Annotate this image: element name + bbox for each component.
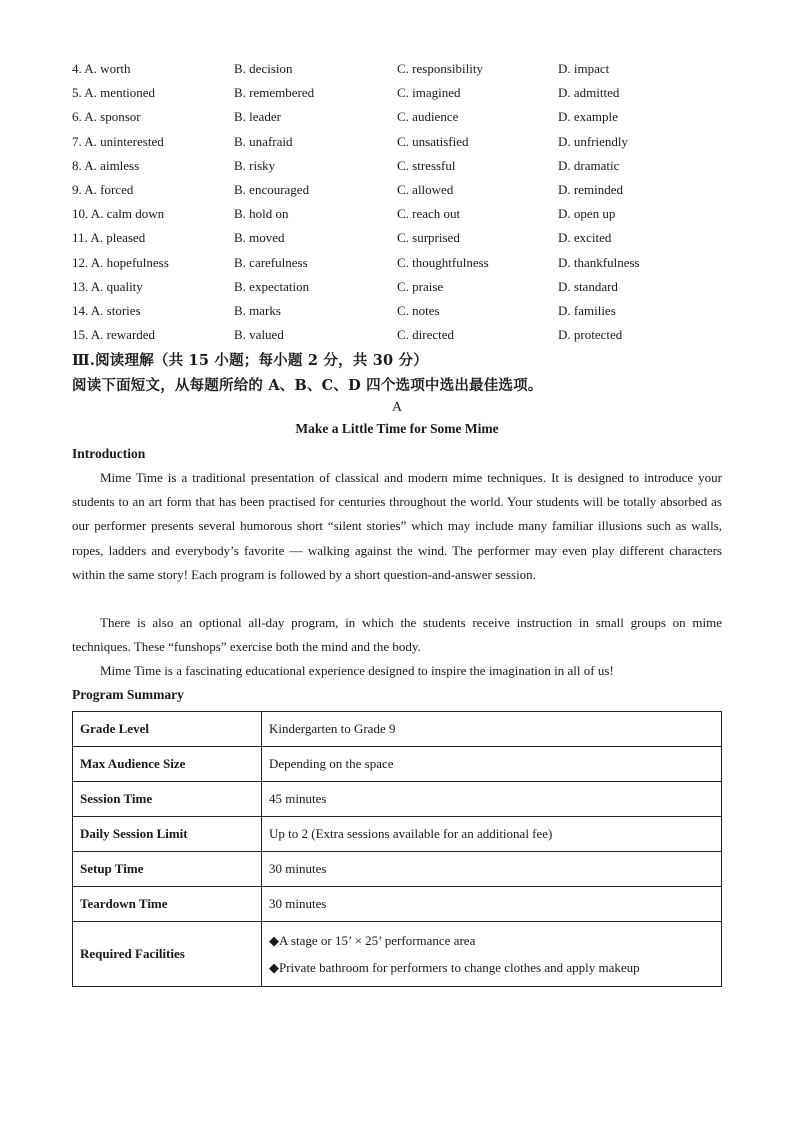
row-label: Required Facilities [73, 922, 262, 987]
row-label: Daily Session Limit [73, 817, 262, 852]
option-a: 5. A. mentioned [72, 85, 156, 101]
question-number: 9. [72, 181, 82, 197]
row-label: Max Audience Size [73, 747, 262, 782]
paragraph: Mime Time is a fascinating educational experience designed to inspire the imagination in all of us! [100, 663, 614, 678]
option-c: C. unsatisfied [397, 133, 469, 149]
option-b: B. moved [234, 230, 285, 246]
row-value: Up to 2 (Extra sessions available for an additional fee) [262, 817, 722, 852]
question-number: 5. [72, 85, 82, 101]
question-number: 8. [72, 157, 82, 173]
option-b: B. valued [234, 327, 284, 343]
option-row [72, 277, 722, 301]
option-row [72, 228, 722, 252]
option-row [72, 132, 722, 156]
program-summary-table [72, 711, 722, 987]
question-number: 10. [72, 206, 89, 222]
answer-options-grid [72, 59, 722, 349]
option-d: D. unfriendly [558, 133, 629, 149]
option-row [72, 253, 722, 277]
option-b: B. marks [234, 302, 281, 318]
option-b: B. leader [234, 109, 281, 125]
option-b: B. carefulness [234, 254, 308, 270]
option-d: D. example [558, 109, 618, 125]
option-row [72, 325, 722, 349]
question-number: 6. [72, 109, 82, 125]
option-d: D. open up [558, 206, 616, 222]
option-d: D. excited [558, 230, 612, 246]
row-value: Depending on the space [262, 747, 722, 782]
question-number: 14. [72, 302, 89, 318]
option-row [72, 180, 722, 204]
option-a: 14. A. stories [72, 302, 141, 318]
table-row [73, 747, 722, 782]
option-d: D. families [558, 302, 616, 318]
option-a: 10. A. calm down [72, 206, 165, 222]
option-b: B. expectation [234, 278, 310, 294]
section-heading: Ⅲ.阅读理解（共 15 小题；每小题 2 分，共 30 分） [72, 352, 428, 369]
row-label: Setup Time [73, 852, 262, 887]
option-c: C. thoughtfulness [397, 254, 489, 270]
table-row [73, 887, 722, 922]
introduction-heading: Introduction [72, 446, 146, 461]
option-a: 6. A. sponsor [72, 109, 141, 125]
option-d: D. reminded [558, 181, 623, 197]
option-d: D. protected [558, 327, 623, 343]
passage-title: Make a Little Time for Some Mime [295, 421, 499, 436]
option-d: D. impact [558, 61, 610, 76]
option-row [72, 156, 722, 180]
question-number: 7. [72, 133, 82, 149]
option-b: B. encouraged [234, 181, 310, 197]
option-b: B. remembered [234, 85, 315, 101]
row-value: Kindergarten to Grade 9 [262, 712, 722, 747]
question-number: 12. [72, 254, 89, 270]
option-c: C. notes [397, 302, 440, 318]
option-row [72, 204, 722, 228]
option-row [72, 107, 722, 131]
facility-item: ◆Private bathroom for performers to change clothes and apply makeup [269, 960, 640, 975]
question-number: 11. [72, 230, 88, 246]
paragraph: Mime Time is a traditional presentation of classical and modern mime techniques. It is designed to introduce your students to an art form that has been practised for centuries throughout the world. Your students will be totally absorbed as our performer presents several humorous short “silent stories” which may include many familiar illusions such as walls, ropes, ladders and everybody’s favorite — walking against the wind. The performer may even play different characters within the same story! Each program is followed by a short question-and-answer session. [72, 470, 722, 582]
facility-item: ◆A stage or 15’ × 25’ performance area [269, 933, 476, 948]
option-a: 9. A. forced [72, 181, 134, 197]
program-summary-heading: Program Summary [72, 687, 184, 702]
row-value [262, 922, 722, 987]
option-b: B. hold on [234, 206, 289, 222]
option-c: C. praise [397, 278, 444, 294]
row-value: 45 minutes [262, 782, 722, 817]
option-a: 15. A. rewarded [72, 327, 156, 343]
option-row [72, 83, 722, 107]
option-d: D. standard [558, 278, 618, 294]
row-label: Teardown Time [73, 887, 262, 922]
option-c: C. reach out [397, 206, 461, 222]
question-number: 4. [72, 61, 82, 76]
option-c: C. allowed [397, 181, 454, 197]
option-row [72, 301, 722, 325]
table-row [73, 852, 722, 887]
option-row [72, 59, 722, 83]
row-label: Grade Level [73, 712, 262, 747]
option-c: C. surprised [397, 230, 460, 246]
question-number: 15. [72, 327, 89, 343]
option-c: C. stressful [397, 157, 456, 173]
table-row [73, 817, 722, 852]
table-row [73, 712, 722, 747]
option-c: C. audience [397, 109, 459, 125]
option-d: D. admitted [558, 85, 620, 101]
option-a: 13. A. quality [72, 278, 143, 294]
option-d: D. thankfulness [558, 254, 640, 270]
row-value: 30 minutes [262, 887, 722, 922]
option-b: B. risky [234, 157, 276, 173]
section-instruction: 阅读下面短文，从每题所给的 A、B、C、D 四个选项中选出最佳选项。 [72, 377, 543, 394]
option-c: C. responsibility [397, 61, 483, 76]
option-d: D. dramatic [558, 157, 620, 173]
passage-letter: A [391, 400, 403, 415]
row-value: 30 minutes [262, 852, 722, 887]
option-a: 4. A. worth [72, 61, 131, 76]
option-c: C. directed [397, 327, 455, 343]
question-number: 13. [72, 278, 89, 294]
row-label: Session Time [73, 782, 262, 817]
option-a: 12. A. hopefulness [72, 254, 169, 270]
option-a: 7. A. uninterested [72, 133, 164, 149]
table-row [73, 782, 722, 817]
option-a: 8. A. aimless [72, 157, 140, 173]
option-c: C. imagined [397, 85, 461, 101]
option-b: B. decision [234, 61, 293, 76]
option-a: 11. A. pleased [72, 230, 146, 246]
table-row [73, 922, 722, 987]
option-b: B. unafraid [234, 133, 293, 149]
paragraph: There is also an optional all-day program, in which the students receive instruction in small groups on mime techniques. These “funshops” exercise both the mind and the body. [72, 615, 722, 655]
